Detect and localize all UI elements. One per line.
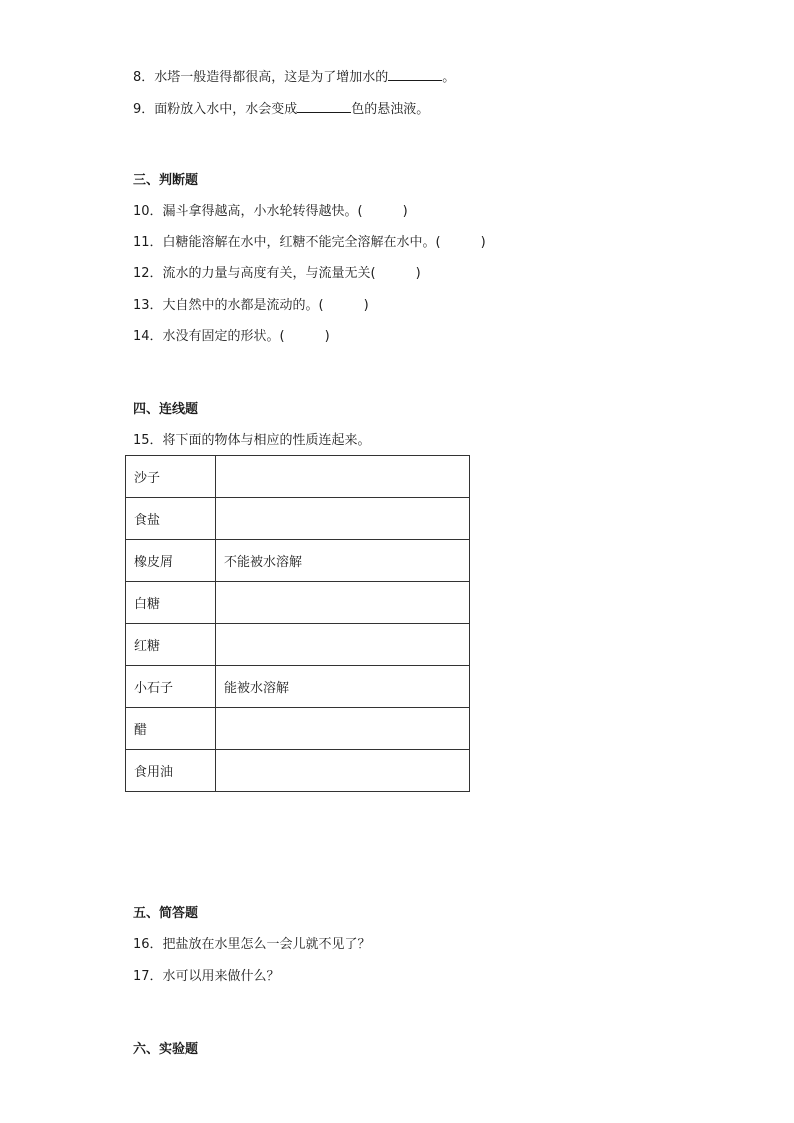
question-11 xyxy=(133,234,486,252)
question-17: 17．水可以用来做什么？ xyxy=(133,969,280,984)
object-cell: 沙子 xyxy=(126,456,216,498)
question-text: 面粉放入水中，水会变成 xyxy=(154,102,298,117)
question-15: 15．将下面的物体与相应的性质连起来。 xyxy=(133,433,371,448)
property-cell: 能被水溶解 xyxy=(216,666,470,708)
property-cell: 不能被水溶解 xyxy=(216,540,470,582)
property-cell xyxy=(216,624,470,666)
property-cell xyxy=(216,582,470,624)
table-row xyxy=(126,708,470,750)
question-text-end: 色的悬浊液。 xyxy=(351,102,430,117)
object-cell: 橡皮屑 xyxy=(126,540,216,582)
section-title-matching: 四、连线题 xyxy=(133,402,199,417)
question-13 xyxy=(133,297,369,315)
object-cell: 醋 xyxy=(126,708,216,750)
question-14 xyxy=(133,328,330,346)
property-cell xyxy=(216,456,470,498)
object-cell: 食盐 xyxy=(126,498,216,540)
section-title-short-answer: 五、简答题 xyxy=(133,906,199,921)
question-text: 13．大自然中的水都是流动的。( xyxy=(133,298,324,313)
table-row xyxy=(126,666,470,708)
object-cell: 红糖 xyxy=(126,624,216,666)
question-8 xyxy=(133,67,455,87)
question-text: 水塔一般造得都很高，这是为了增加水的 xyxy=(154,70,389,85)
question-12 xyxy=(133,265,421,283)
close-paren: ) xyxy=(402,204,408,219)
property-cell xyxy=(216,498,470,540)
question-text-end: 。 xyxy=(442,70,456,85)
object-cell: 白糖 xyxy=(126,582,216,624)
answer-blank[interactable] xyxy=(388,67,442,81)
close-paren: ) xyxy=(480,235,486,250)
question-number: 8． xyxy=(133,70,155,85)
question-16: 16．把盐放在水里怎么一会儿就不见了？ xyxy=(133,937,371,952)
property-cell xyxy=(216,750,470,792)
table-row xyxy=(126,582,470,624)
table-row xyxy=(126,456,470,498)
question-text: 12．流水的力量与高度有关，与流量无关( xyxy=(133,266,376,281)
property-cell xyxy=(216,708,470,750)
matching-table xyxy=(125,455,470,792)
answer-blank[interactable] xyxy=(297,99,351,113)
object-cell: 食用油 xyxy=(126,750,216,792)
section-title-experiment: 六、实验题 xyxy=(133,1042,199,1057)
section-title-judge: 三、判断题 xyxy=(133,173,199,188)
close-paren: ) xyxy=(324,329,330,344)
question-10 xyxy=(133,203,408,221)
question-number: 9． xyxy=(133,102,155,117)
question-text: 11．白糖能溶解在水中，红糖不能完全溶解在水中。( xyxy=(133,235,441,250)
table-row xyxy=(126,498,470,540)
close-paren: ) xyxy=(363,298,369,313)
question-text: 14．水没有固定的形状。( xyxy=(133,329,285,344)
table-row xyxy=(126,750,470,792)
question-text: 10．漏斗拿得越高，小水轮转得越快。( xyxy=(133,204,363,219)
table-row xyxy=(126,624,470,666)
table-row xyxy=(126,540,470,582)
object-cell: 小石子 xyxy=(126,666,216,708)
question-9 xyxy=(133,99,429,119)
close-paren: ) xyxy=(415,266,421,281)
